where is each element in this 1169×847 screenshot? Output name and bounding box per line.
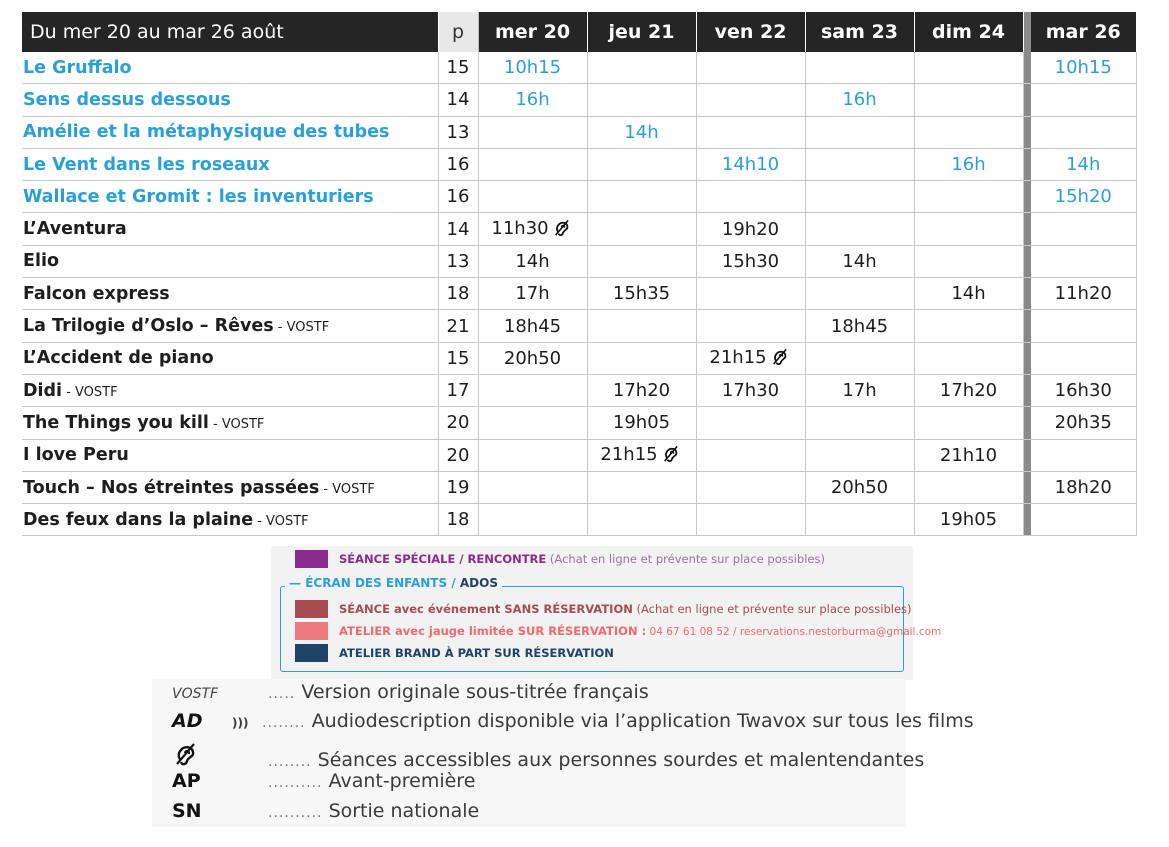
showtime-cell: 17h [805,374,914,406]
showtime-cell [805,439,914,471]
week-separator [1023,278,1031,310]
showtime-cell: 18h20 [1031,471,1136,503]
film-title: The Things you kill - VOSTF [22,407,438,439]
showtime-cell [696,278,805,310]
vostf-tag: - VOSTF [319,481,375,497]
week-separator [1023,504,1031,536]
showtime-cell [914,213,1023,245]
showtime-cell [1031,342,1136,374]
glossary-vostf: VOSTF ..... Version originale sous-titrée français [172,681,649,703]
showtime-cell [805,407,914,439]
page-number: 20 [438,407,478,439]
showtime-cell: 19h05 [914,504,1023,536]
page-number: 13 [438,116,478,148]
glossary-hearing: ........ Séances accessibles aux personnes sourdes et malentendantes [172,740,924,768]
week-separator [1023,52,1031,84]
showtime-cell [1031,310,1136,342]
film-row [22,278,1136,310]
showtime-cell [587,84,696,116]
showtime-cell [914,245,1023,277]
showtime-cell [587,181,696,213]
showtime-cell: 14h [478,245,587,277]
showtime-cell: 19h20 [696,213,805,245]
showtime-cell [696,471,805,503]
showtime-cell [805,342,914,374]
showtime-cell: 18h45 [478,310,587,342]
showtime-cell: 14h [587,116,696,148]
showtime-cell [805,278,914,310]
showtime-cell [587,148,696,180]
film-row [22,116,1136,148]
showtime-cell [696,84,805,116]
showtime-cell [696,439,805,471]
page-number: 15 [438,342,478,374]
film-row [22,181,1136,213]
ear-icon [172,740,268,771]
film-title: Didi - VOSTF [22,374,438,406]
page-number: 18 [438,504,478,536]
film-title: L’Aventura [22,213,438,245]
showtime-cell [478,181,587,213]
showtime-cell: 14h10 [696,148,805,180]
legend-panel [271,546,942,680]
ear-icon [661,442,683,469]
showtime-cell [478,116,587,148]
week-separator [1023,245,1031,277]
showtime-cell: 14h [1031,148,1136,180]
film-row [22,407,1136,439]
showtime-cell: 21h10 [914,439,1023,471]
film-row [22,245,1136,277]
showtime-cell [696,116,805,148]
header-row [22,12,1136,52]
showtime-cell [587,310,696,342]
week-separator [1023,342,1031,374]
showtime-cell [696,181,805,213]
atelier-swatch [295,622,328,640]
week-separator [1023,310,1031,342]
week-separator [1023,213,1031,245]
showtime-cell [696,407,805,439]
audio-waves-icon: ))) [232,716,249,730]
showtime-cell [914,471,1023,503]
week-separator [1023,116,1031,148]
showtime-cell: 20h50 [805,471,914,503]
film-title: I love Peru [22,439,438,471]
showtime-cell [914,342,1023,374]
showtime-cell: 14h [914,278,1023,310]
film-row [22,342,1136,374]
showtime-cell: 16h30 [1031,374,1136,406]
week-separator [1023,471,1031,503]
event-swatch [295,600,328,618]
atelier-legend: ATELIER avec jauge limitée SUR RÉSERVATION : 04 67 61 08 52 / reservations.nestorburma@gmail.com [339,624,942,638]
showtime-cell: 10h15 [478,52,587,84]
page-number: 20 [438,439,478,471]
film-row [22,310,1136,342]
showtime-cell: 20h50 [478,342,587,374]
kids-legend-title: — ÉCRAN DES ENFANTS / ADOS [285,576,502,590]
vostf-tag: - VOSTF [62,384,118,400]
film-title: Sens dessus dessous [22,84,438,116]
showtime-cell [1031,84,1136,116]
showtime-cell: 18h45 [805,310,914,342]
week-separator [1023,148,1031,180]
showtime-cell [696,310,805,342]
glossary-sn: SN .......... Sortie nationale [172,800,480,822]
showtime-cell [805,148,914,180]
showtime-cell [587,245,696,277]
event-legend: SÉANCE avec événement SANS RÉSERVATION (Achat en ligne et prévente sur place possibles) [339,602,912,616]
showtime-cell [587,471,696,503]
showtime-cell [587,342,696,374]
showtime-cell [1031,439,1136,471]
showtime-cell [1031,245,1136,277]
showtime-cell [914,181,1023,213]
film-row [22,504,1136,536]
film-title: Elio [22,245,438,277]
showtime-cell [478,439,587,471]
film-title: Touch – Nos étreintes passées - VOSTF [22,471,438,503]
showtime-cell [805,504,914,536]
page-number: 16 [438,148,478,180]
day-header: mar 26 [1031,12,1136,52]
showtime-cell [696,504,805,536]
page-number: 17 [438,374,478,406]
showtime-cell [914,116,1023,148]
film-row [22,374,1136,406]
showtime-cell [1031,116,1136,148]
showtime-cell: 17h20 [914,374,1023,406]
showtime-cell [914,52,1023,84]
film-title: Le Vent dans les roseaux [22,148,438,180]
showtime-cell [478,407,587,439]
page-number: 14 [438,213,478,245]
showtime-cell: 21h15 [696,342,805,374]
special-legend: SÉANCE SPÉCIALE / RENCONTRE (Achat en ligne et prévente sur place possibles) [339,552,825,566]
week-separator [1023,84,1031,116]
film-title: Amélie et la métaphysique des tubes [22,116,438,148]
showtime-cell [587,504,696,536]
film-row [22,439,1136,471]
showtime-cell: 15h30 [696,245,805,277]
week-separator [1023,439,1031,471]
brand-legend: ATELIER BRAND À PART SUR RÉSERVATION [339,646,614,660]
showtime-cell: 17h [478,278,587,310]
page-number: 13 [438,245,478,277]
film-title: Des feux dans la plaine - VOSTF [22,504,438,536]
showtime-cell [805,213,914,245]
showtime-cell [914,310,1023,342]
ear-icon [770,345,792,372]
week-separator [1023,181,1031,213]
glossary [152,679,974,827]
showtime-cell [914,407,1023,439]
day-header: dim 24 [914,12,1023,52]
showtime-cell: 20h35 [1031,407,1136,439]
showtime-cell: 16h [914,148,1023,180]
showtime-cell: 17h30 [696,374,805,406]
vostf-tag: - VOSTF [208,416,265,432]
page-number: 16 [438,181,478,213]
film-title: Falcon express [22,278,438,310]
showtime-cell: 15h35 [587,278,696,310]
vostf-tag: - VOSTF [253,513,309,529]
glossary-ap: AP .......... Avant-première [172,770,476,792]
showtime-cell [478,374,587,406]
film-title: Le Gruffalo [22,52,438,84]
showtime-cell [1031,504,1136,536]
showtime-cell [805,181,914,213]
day-header: sam 23 [805,12,914,52]
page-column-header: p [438,12,478,52]
film-title: La Trilogie d’Oslo – Rêves - VOSTF [22,310,438,342]
showtime-cell [1031,213,1136,245]
page-number: 18 [438,278,478,310]
film-title: L’Accident de piano [22,342,438,374]
ear-icon [552,216,574,243]
day-header: ven 22 [696,12,805,52]
showtime-cell [805,52,914,84]
film-title: Wallace et Gromit : les inventuriers [22,181,438,213]
showtime-cell [478,471,587,503]
vostf-tag: - VOSTF [273,320,330,336]
brand-swatch [295,644,328,662]
showtime-cell: 19h05 [587,407,696,439]
day-header: jeu 21 [587,12,696,52]
period-header: Du mer 20 au mar 26 août [22,12,438,52]
showtime-cell [696,52,805,84]
showtime-cell: 11h20 [1031,278,1136,310]
day-header: mer 20 [478,12,587,52]
schedule-table [22,12,1137,536]
showtime-cell: 15h20 [1031,181,1136,213]
showtime-cell: 21h15 [587,439,696,471]
showtime-cell: 16h [478,84,587,116]
showtime-cell [587,52,696,84]
showtime-cell [914,84,1023,116]
week-separator [1023,407,1031,439]
page-number: 15 [438,52,478,84]
showtime-cell: 14h [805,245,914,277]
page-number: 21 [438,310,478,342]
film-row [22,52,1136,84]
showtime-cell [587,213,696,245]
week-separator [1023,374,1031,406]
film-row [22,148,1136,180]
page-number: 14 [438,84,478,116]
showtime-cell: 11h30 [478,213,587,245]
showtime-cell [478,504,587,536]
film-row [22,84,1136,116]
page-number: 19 [438,471,478,503]
glossary-ad: AD ))) ........ Audiodescription disponible via l’application Twavox sur tous les films [172,710,974,732]
showtime-cell [478,148,587,180]
showtime-cell [805,116,914,148]
special-swatch [295,550,328,568]
film-row [22,213,1136,245]
showtime-cell: 10h15 [1031,52,1136,84]
showtime-cell: 17h20 [587,374,696,406]
showtime-cell: 16h [805,84,914,116]
film-row [22,471,1136,503]
week-separator [1023,12,1031,52]
